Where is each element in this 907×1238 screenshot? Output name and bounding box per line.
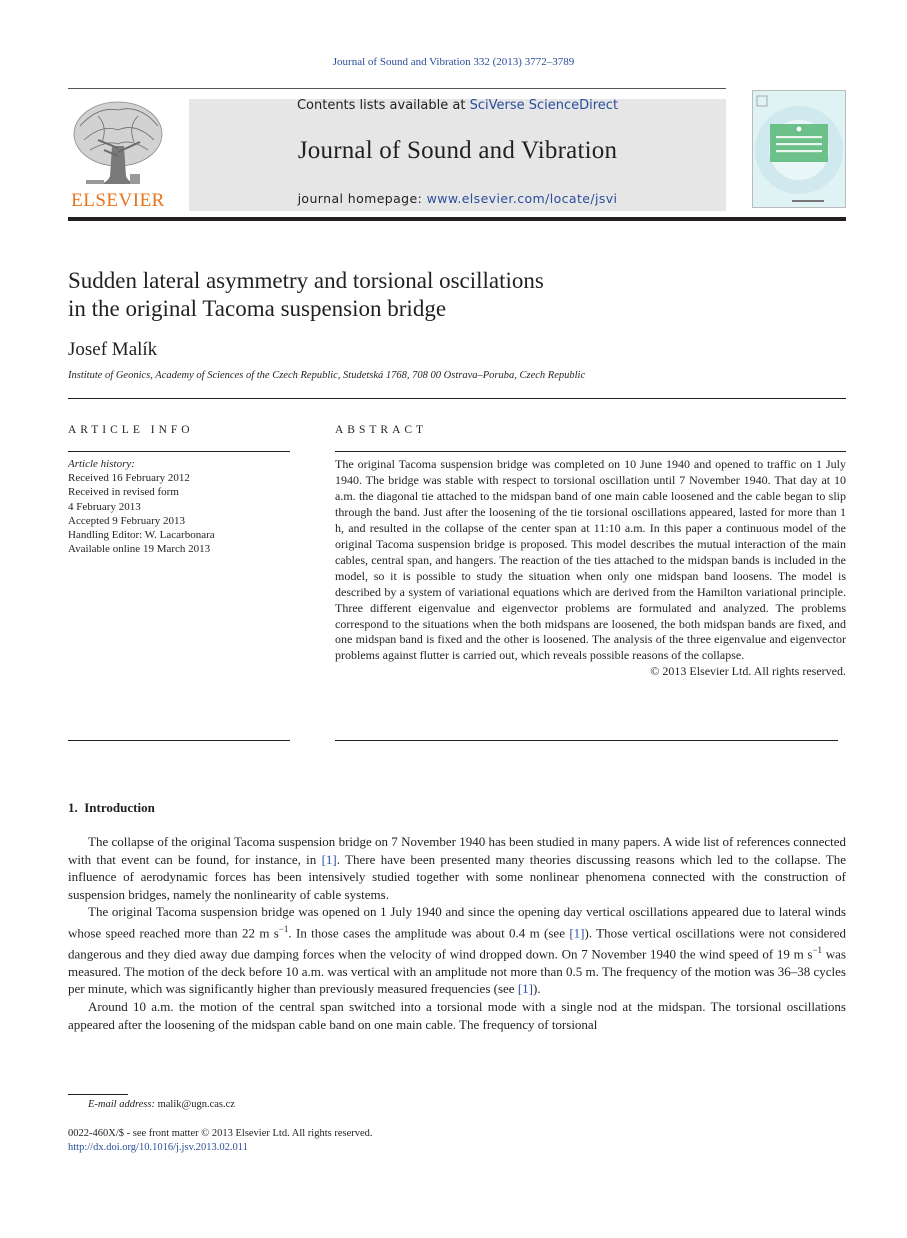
article-info-rule [68, 451, 290, 452]
intro-p1-text-a: The collapse of the original Tacoma suspension bridge on 7 November 1940 has been studied in many papers. A wide list of references connected with that event can be found, for instance, in [68, 834, 846, 867]
front-matter [68, 1127, 373, 1155]
elsevier-wordmark[interactable]: ELSEVIER [71, 190, 165, 211]
history-received: Received 16 February 2012 [68, 472, 190, 485]
introduction-heading: 1. Introduction [68, 800, 155, 815]
intro-p2-text-a: The original Tacoma suspension bridge was opened on 1 July 1940 and since the opening day vertical oscillations appeared due to lateral winds whose speed reached more than 22 m s [68, 904, 846, 941]
homepage-line [189, 191, 726, 206]
abstract-rule [335, 451, 846, 452]
journal-citation[interactable]: Journal of Sound and Vibration 332 (2013) 3772–3789 [332, 56, 575, 68]
title-line-1: Sudden lateral asymmetry and torsional oscillations [68, 268, 544, 293]
history-editor: Handling Editor: W. Lacarbonara [68, 529, 215, 542]
history-revised-date: 4 February 2013 [68, 500, 141, 513]
author-name[interactable]: Josef Malík [68, 339, 158, 360]
intro-p2-text-c: ). Those vertical oscillations were not considered dangerous and they died away due damping forces when the velocity of wind dropped down. On 7 November 1940 the wind speed of 19 m s [68, 925, 846, 962]
intro-paragraph-3: Around 10 a.m. the motion of the central span switched into a torsional mode with a single nod at the midspan. The torsional oscillations appeared after the loosening of the midspan cable band on one main cable. The frequency of torsional [68, 999, 846, 1032]
title-line-2: in the original Tacoma suspension bridge [68, 296, 447, 321]
history-online: Available online 19 March 2013 [68, 543, 211, 556]
author-affiliation: Institute of Geonics, Academy of Sciences of the Czech Republic, Studetská 1768, 708 00 Ostrava–Poruba, Czech Republic [68, 370, 586, 381]
homepage-link[interactable]: www.elsevier.com/locate/jsvi [426, 191, 618, 206]
intro-p2-text-b: . In those cases the amplitude was about 0.4 m (see [288, 925, 570, 941]
abstract-paragraph: The original Tacoma suspension bridge was completed on 10 June 1940 and opened to traffic on 1 July 1940. The bridge was stable with respect to torsional oscillation until 7 November 1940. That day at 10 a.m. the diagonal tie attached to the midspan band of one main cable loosened and the cable began to slip through the band. Just after the loosening of the tie torsional oscillations appeared, lasted for more than 1 h, and resulted in the collapse of the center span at 11:10 a.m. In this paper a continuous model of the original Tacoma suspension bridge is proposed. This model describes the mutual interaction of the main cables, central span, and hangers. The reaction of the ties attached to the midspan bands is included in the model, so it is possible to study the situation when only one midspan band loosens. The model is described by a system of variational equations which are derived from the Hamilton variational principle. Three different eigenvalue and eigenvector problems are formulated and analyzed. The problems correspond to the situations when the both midspans are loosened, the both midspan bands are fixed, and one midspan band is fixed and the other is loosened. The analysis of the three eigenvalue and eigenvector problems against flutter is carried out, which reveals possible reasons of the collapse. [335, 457, 846, 663]
journal-cover-icon[interactable] [752, 90, 846, 208]
reference-link-1[interactable]: [1] [569, 925, 585, 941]
abstract-copyright: © 2013 Elsevier Ltd. All rights reserved. [650, 664, 846, 679]
sciencedirect-link[interactable]: SciVerse ScienceDirect [469, 98, 619, 113]
email-address[interactable]: malik@ugn.cas.cz [157, 1099, 235, 1110]
reference-link-1[interactable]: [1] [321, 851, 337, 867]
introduction-body [68, 833, 846, 1033]
footnote-rule [68, 1094, 128, 1095]
history-label: Article history: [68, 458, 135, 470]
history-accepted: Accepted 9 February 2013 [68, 514, 185, 527]
email-footnote [88, 1099, 235, 1110]
contents-prefix: Contents lists available at [296, 98, 470, 113]
superscript: −1 [812, 944, 823, 955]
abstract-heading: ABSTRACT [335, 424, 428, 436]
article-info-end-rule [68, 740, 290, 741]
journal-name: Journal of Sound and Vibration [297, 137, 618, 164]
article-info-heading: ARTICLE INFO [68, 424, 194, 436]
header-rule [68, 88, 726, 89]
abstract-end-rule [335, 740, 838, 741]
contents-line [189, 98, 726, 113]
superscript: −1 [278, 923, 289, 934]
article-title [68, 267, 748, 323]
intro-p2-text-e: ). [532, 981, 541, 997]
email-label: E-mail address: [88, 1099, 155, 1110]
intro-p1-text-b: . There have been presented many theories discussing reasons which led to the collapse. The influence of aerodynamic forces has been intensively studied together with some nonlinear phenomena connected with the construction of suspension bridges, namely the nonlinearity of cable systems. [68, 851, 846, 902]
homepage-prefix: journal homepage: [297, 191, 427, 206]
abstract-body [335, 457, 846, 680]
info-top-rule [68, 398, 846, 399]
journal-cover-svg [752, 90, 846, 208]
header-thick-rule [68, 217, 846, 221]
history-revised-label: Received in revised form [68, 486, 179, 499]
intro-p2-text-d: was measured. The motion of the deck before 10 a.m. was vertical with an amplitude not more than 0.5 m. The frequency of the motion was 36–38 cycles per minute, which was significantly higher than previously measured frequencies (see [68, 946, 846, 997]
article-history [68, 457, 298, 556]
doi-link[interactable]: http://dx.doi.org/10.1016/j.jsv.2013.02.011 [68, 1142, 248, 1153]
reference-link-1[interactable]: [1] [517, 981, 533, 997]
intro-paragraph-1 [68, 833, 846, 903]
intro-paragraph-2 [68, 903, 846, 998]
front-matter-line: 0022-460X/$ - see front matter © 2013 Elsevier Ltd. All rights reserved. [68, 1128, 373, 1139]
